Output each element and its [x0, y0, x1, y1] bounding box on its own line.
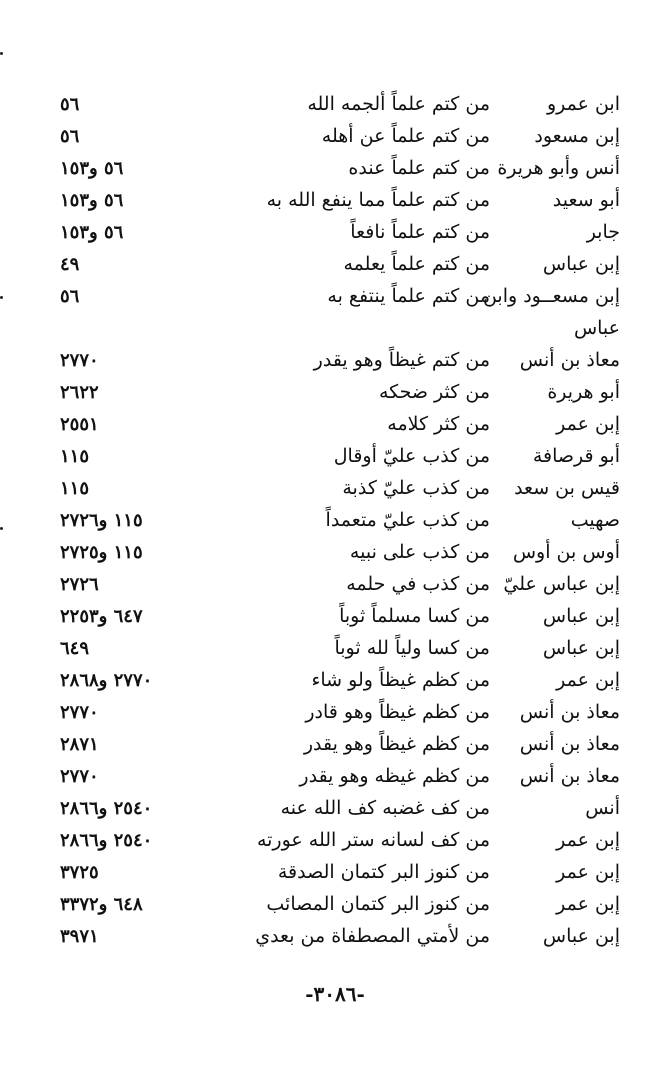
edge-mark-left-middle — [0, 296, 3, 299]
index-row — [60, 344, 620, 376]
index-row — [60, 408, 620, 440]
reference-number: ٥٦ و١٥٣ — [60, 222, 124, 243]
narrator-name: أنس — [585, 797, 620, 819]
reference-number-cell — [60, 600, 268, 633]
reference-number: ٢٧٧٠ — [60, 702, 99, 723]
index-entries — [60, 88, 620, 952]
hadith-opening: من لأمتي المصطفاة من بعدي — [255, 925, 490, 947]
reference-number: ٢٨٧١ — [60, 734, 99, 755]
hadith-opening: من كذب عليّ كذبة — [342, 477, 490, 499]
narrator-name: إبن مسعود — [534, 125, 620, 147]
narrator-name: إبن عباس — [542, 605, 620, 627]
reference-number: ٢٧٧٠ و٢٨٦٨ — [60, 670, 153, 691]
narrator-name: إبن عمر — [556, 829, 620, 851]
hadith-opening: من كتم علماً عن أهله — [321, 125, 490, 147]
reference-number-cell — [60, 760, 268, 793]
reference-number: ٦٤٩ — [60, 638, 90, 659]
index-row — [60, 696, 620, 728]
index-row — [60, 568, 620, 600]
reference-number-cell — [60, 120, 268, 153]
reference-number-cell — [60, 792, 268, 825]
index-row — [60, 280, 620, 312]
reference-number: ٢٥٤٠ و٢٨٦٦ — [60, 798, 153, 819]
narrator-name: إبن عباس — [542, 925, 620, 947]
narrator-name: إبن عباس — [542, 253, 620, 275]
index-row — [60, 440, 620, 472]
hadith-opening: من كسا مسلماً ثوباً — [339, 605, 490, 627]
narrator-name: إبن عمر — [556, 893, 620, 915]
hadith-opening: من كذب عليّ متعمداً — [325, 509, 490, 531]
reference-number-cell — [60, 344, 268, 377]
narrator-name: أبو سعيد — [552, 189, 620, 211]
hadith-opening: من كتم علماً عنده — [348, 157, 490, 179]
hadith-opening: من كذب عليّ أوقال — [333, 445, 490, 467]
edge-mark-left-lower — [0, 527, 3, 530]
page-number: -٣٠٨٦- — [305, 982, 365, 1006]
hadith-opening: من كتم علماً يعلمه — [343, 253, 490, 275]
index-row — [60, 856, 620, 888]
reference-number-cell — [60, 216, 268, 249]
hadith-opening: من كثر كلامه — [387, 413, 490, 435]
narrator-name: معاذ بن أنس — [519, 765, 620, 787]
hadith-opening: من كظم غيظه وهو يقدر — [299, 765, 490, 787]
index-row — [60, 184, 620, 216]
narrator-name: معاذ بن أنس — [519, 733, 620, 755]
reference-number: ٣٧٢٥ — [60, 862, 99, 883]
reference-number-cell — [60, 152, 268, 185]
index-row — [60, 216, 620, 248]
narrator-name: معاذ بن أنس — [519, 349, 620, 371]
narrator-name: إبن عباس — [542, 637, 620, 659]
hadith-opening: من كظم غيظاً ولو شاء — [311, 669, 490, 691]
reference-number-cell — [60, 824, 268, 857]
narrator-name: إبن عباس عليّ — [503, 573, 620, 595]
reference-number: ١١٥ و٢٧٢٦ — [60, 510, 143, 531]
hadith-opening: من كذب على نبيه — [349, 541, 490, 563]
index-row — [60, 120, 620, 152]
reference-number-cell — [60, 664, 268, 697]
hadith-opening: من كف غضبه كف الله عنه — [280, 797, 490, 819]
index-row — [60, 536, 620, 568]
hadith-opening: من كتم علماً ألجمه الله — [307, 93, 490, 115]
reference-number: ٥٦ — [60, 94, 80, 115]
reference-number: ٢٥٥١ — [60, 414, 99, 435]
index-row — [60, 248, 620, 280]
reference-number-cell — [60, 856, 268, 889]
reference-number: ٢٧٧٠ — [60, 766, 99, 787]
hadith-opening: من كتم علماً مما ينفع الله به — [266, 189, 490, 211]
reference-number-cell — [60, 696, 268, 729]
reference-number-cell — [60, 536, 268, 569]
hadith-opening: من كثر ضحكه — [378, 381, 490, 403]
reference-number-cell — [60, 88, 268, 121]
hadith-opening: من كتم علماً نافعاً — [350, 221, 490, 243]
index-row — [60, 88, 620, 120]
narrator-name: صهيب — [570, 509, 620, 531]
index-row — [60, 664, 620, 696]
reference-number-cell — [60, 184, 268, 217]
narrator-name: أوس بن أوس — [512, 541, 620, 563]
reference-number: ١١٥ — [60, 446, 90, 467]
narrator-name: إبن عمر — [556, 669, 620, 691]
reference-number-cell — [60, 632, 268, 665]
hadith-opening: من كنوز البر كتمان المصائب — [266, 893, 490, 915]
reference-number: ١١٥ و٢٧٢٥ — [60, 542, 143, 563]
narrator-name: جابر — [586, 221, 620, 243]
reference-number: ٥٦ — [60, 286, 80, 307]
reference-number: ٣٩٧١ — [60, 926, 99, 947]
reference-number-cell — [60, 376, 268, 409]
reference-number: ٢٦٢٢ — [60, 382, 99, 403]
reference-number: ١١٥ — [60, 478, 90, 499]
narrator-name: إبن عمر — [556, 413, 620, 435]
narrator-name: إبن عمر — [556, 861, 620, 883]
index-row — [60, 824, 620, 856]
reference-number: ٢٧٧٠ — [60, 350, 99, 371]
reference-number: ٢٥٤٠ و٢٨٦٦ — [60, 830, 153, 851]
index-row — [60, 504, 620, 536]
narrator-name: ابن عمرو — [546, 93, 620, 115]
reference-number-cell — [60, 888, 268, 921]
hadith-opening: من كظم غيظاً وهو يقدر — [303, 733, 490, 755]
reference-number-cell — [60, 408, 268, 441]
reference-number-cell — [60, 440, 268, 473]
index-row — [60, 760, 620, 792]
hadith-opening: من كنوز البر كتمان الصدقة — [277, 861, 490, 883]
reference-number-cell — [60, 728, 268, 761]
reference-number-cell — [60, 472, 268, 505]
index-row — [60, 632, 620, 664]
hadith-opening: من كذب في حلمه — [346, 573, 490, 595]
index-row — [60, 152, 620, 184]
index-row — [60, 376, 620, 408]
narrator-name: أبو قرصافة — [532, 445, 620, 467]
index-row — [60, 728, 620, 760]
hadith-opening: من كظم غيظاً وهو قادر — [305, 701, 490, 723]
narrator-name: قيس بن سعد — [514, 477, 620, 499]
narrator-name: إبن مسعــود وابن — [482, 285, 620, 307]
index-row — [60, 792, 620, 824]
reference-number: ٥٦ و١٥٣ — [60, 158, 124, 179]
reference-number-cell — [60, 248, 268, 281]
hadith-opening: من كف لسانه ستر الله عورته — [256, 829, 490, 851]
index-row — [60, 472, 620, 504]
narrator-name: أنس وأبو هريرة — [497, 157, 620, 179]
reference-number-cell — [60, 920, 268, 953]
reference-number-cell — [60, 280, 268, 313]
narrator-name: أبو هريرة — [547, 381, 620, 403]
narrator-continuation: عباس — [573, 317, 620, 339]
index-row — [60, 920, 620, 952]
reference-number: ٤٩ — [60, 254, 80, 275]
hadith-opening: من كتم غيظاً وهو يقدر — [313, 349, 490, 371]
hadith-opening: من كتم علماً ينتفع به — [327, 285, 490, 307]
edge-mark-top-left — [0, 52, 3, 55]
reference-number: ٦٤٧ و٢٢٥٣ — [60, 606, 143, 627]
reference-number: ٥٦ — [60, 126, 80, 147]
reference-number: ٦٤٨ و٣٣٧٢ — [60, 894, 143, 915]
reference-number-cell — [60, 504, 268, 537]
reference-number: ٥٦ و١٥٣ — [60, 190, 124, 211]
index-row — [60, 888, 620, 920]
hadith-opening: من كسا ولياً لله ثوباً — [334, 637, 490, 659]
reference-number: ٢٧٢٦ — [60, 574, 99, 595]
narrator-name: معاذ بن أنس — [519, 701, 620, 723]
index-row — [60, 600, 620, 632]
reference-number-cell — [60, 568, 268, 601]
